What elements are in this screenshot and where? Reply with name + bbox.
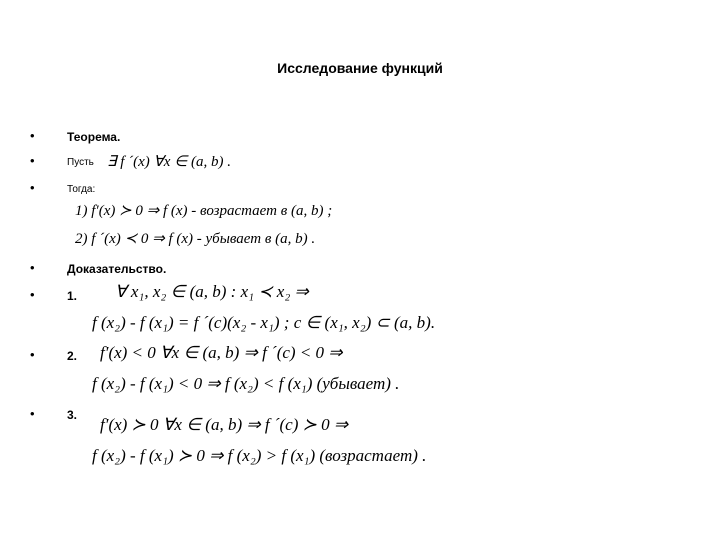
suppose-label: Пусть	[67, 157, 94, 168]
bullet-item-1: •	[30, 287, 35, 302]
item-3-line-2: f (x₂) - f (x₁) ≻ 0 ⇒ f (x₂) > f (x₁) (возрастает) .	[92, 446, 427, 465]
bullet-suppose: •	[30, 153, 35, 168]
item-2-label: 2.	[67, 349, 78, 363]
suppose-formula: ∃ f ´(x) ∀x ∈ (a, b) .	[107, 154, 232, 170]
item-2-line-2: f (x₂) - f (x₁) < 0 ⇒ f (x₂) < f (x₁) (убывает) .	[92, 374, 400, 393]
slide-title: Исследование функций	[277, 60, 443, 76]
bullet-item-2: •	[30, 347, 35, 362]
item-1-label: 1.	[67, 289, 78, 303]
then-label: Тогда:	[67, 184, 96, 195]
then-line-2: 2) f ´(x) ≺ 0 ⇒ f (x) - убывает в (a, b) .	[75, 231, 316, 247]
then-line-1: 1) f′(x) ≻ 0 ⇒ f (x) - возрастает в (a, b) ;	[75, 203, 333, 219]
item-1-line-1: ∀ x₁, x₂ ∈ (a, b) : x₁ ≺ x₂ ⇒	[115, 282, 309, 301]
bullet-proof: •	[30, 260, 35, 275]
bullet-theorem: •	[30, 128, 35, 143]
bullet-item-3: •	[30, 406, 35, 421]
item-1-line-2: f (x₂) - f (x₁) = f ´(c)(x₂ - x₁) ; c ∈ (x₁, x₂) ⊂ (a, b).	[92, 313, 436, 332]
item-3-line-1: f′(x) ≻ 0 ∀x ∈ (a, b) ⇒ f ´(c) ≻ 0 ⇒	[100, 415, 349, 434]
item-2-line-1: f′(x) < 0 ∀x ∈ (a, b) ⇒ f ´(c) < 0 ⇒	[100, 343, 343, 362]
item-3-label: 3.	[67, 408, 78, 422]
theorem-label: Теорема.	[67, 130, 121, 144]
bullet-then: •	[30, 180, 35, 195]
proof-label: Доказательство.	[67, 262, 167, 276]
